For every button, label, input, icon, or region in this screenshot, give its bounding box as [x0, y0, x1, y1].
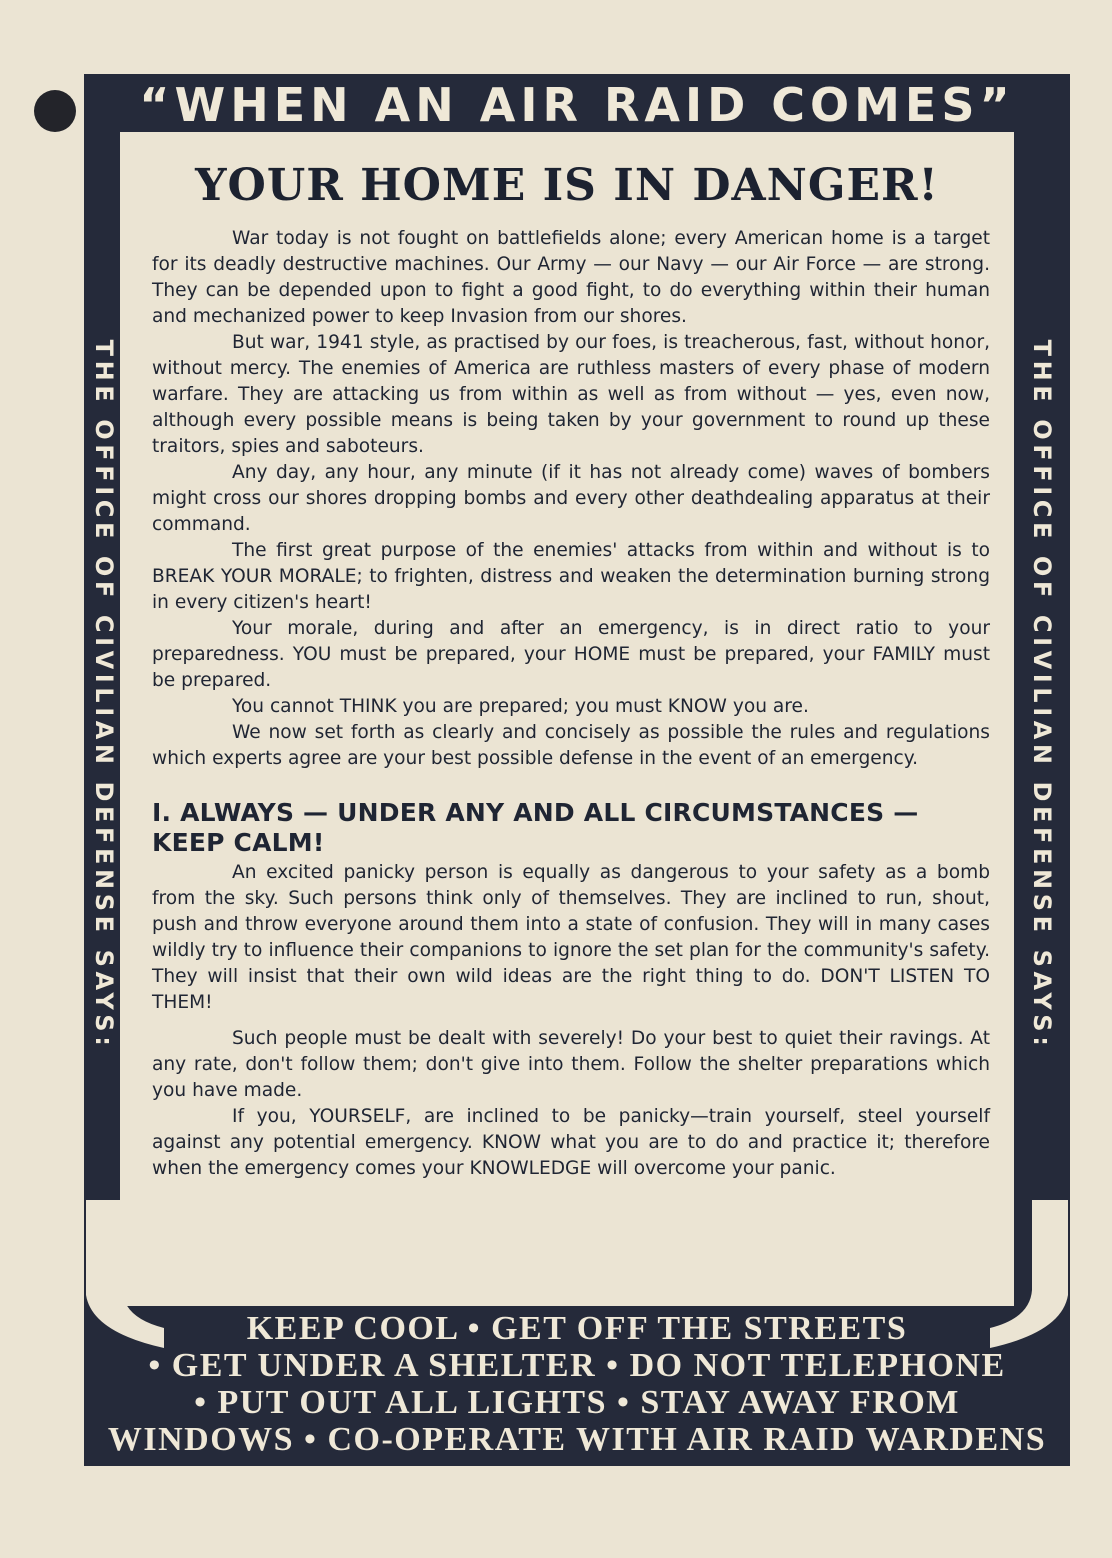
paragraph: War today is not fought on battlefields alone; every American home is a target for its deadly destructive machines. Our Army — our Navy — our Air Force — are strong. They can be depended upon to fight a good fight, to do everything within their human and mechanized power to keep Invasion from our shores.: [152, 228, 990, 327]
binder-hole: [34, 90, 76, 132]
side-label-right-text: THE OFFICE OF CIVILIAN DEFENSE SAYS:: [1028, 339, 1056, 1051]
paragraph: An excited panicky person is equally as dangerous to your safety as a bomb from the sky. Such persons think only of themselves. They are inclined to run, shout, push and throw everyone around them into a state of confusion. They will in many cases wildly try to influence their companions to ignore the set plan for the community's safety. They will insist that their own wild ideas are the right thing to do. DON'T LISTEN TO THEM!: [152, 862, 990, 1013]
rules-line: KEEP COOL • GET OFF THE STREETS: [246, 1310, 908, 1347]
paragraph: We now set forth as clearly and concisely as possible the rules and regulations which experts agree are your best possible defense in the event of an emergency.: [152, 722, 990, 769]
rules-line: • PUT OUT ALL LIGHTS • STAY AWAY FROM: [194, 1384, 960, 1421]
article-body: [152, 226, 990, 1182]
paragraph: Any day, any hour, any minute (if it has not already come) waves of bombers might cross our shores dropping bombs and every other deathdealing apparatus at their command.: [152, 462, 990, 535]
rules-list: [84, 1310, 1070, 1458]
paragraph: You cannot THINK you are prepared; you must KNOW you are.: [232, 696, 809, 717]
paragraph: But war, 1941 style, as practised by our foes, is treacherous, fast, without honor, without mercy. The enemies of America are ruthless masters of every phase of modern warfare. They are attacking us from within as well as from without — yes, even now, although every possible means is being taken by your government to round up these traitors, spies and saboteurs.: [152, 332, 990, 457]
page-heading: YOUR HOME IS IN DANGER!: [195, 160, 939, 211]
paragraph: Such people must be dealt with severely! Do your best to quiet their ravings. At any rate, don't follow them; don't give into them. Follow the shelter preparations which you have made.: [152, 1028, 990, 1101]
side-label-right: [1024, 320, 1060, 1070]
rules-banner: [84, 1310, 1070, 1466]
banner-title: “WHEN AN AIR RAID COMES”: [139, 78, 1015, 132]
paragraph: If you, YOURSELF, are inclined to be panicky—train yourself, steel yourself against any potential emergency. KNOW what you are to do and practice it; therefore when the emergency comes your KNOWLEDGE will overcome your panic.: [152, 1106, 990, 1179]
rules-line: WINDOWS • CO-OPERATE WITH AIR RAID WARDENS: [107, 1421, 1047, 1458]
rules-line: • GET UNDER A SHELTER • DO NOT TELEPHONE: [148, 1347, 1006, 1384]
side-label-left: [86, 320, 122, 1070]
paragraph: Your morale, during and after an emergency, is in direct ratio to your preparedness. YOU must be prepared, your HOME must be prepared, your FAMILY must be prepared.: [152, 618, 990, 691]
section-title: I. ALWAYS — UNDER ANY AND ALL CIRCUMSTANCES — KEEP CALM!: [152, 798, 919, 857]
side-label-left-text: THE OFFICE OF CIVILIAN DEFENSE SAYS:: [90, 339, 118, 1051]
paragraph: The first great purpose of the enemies' attacks from within and without is to BREAK YOUR MORALE; to frighten, distress and weaken the determination burning strong in every citizen's heart!: [152, 540, 990, 613]
